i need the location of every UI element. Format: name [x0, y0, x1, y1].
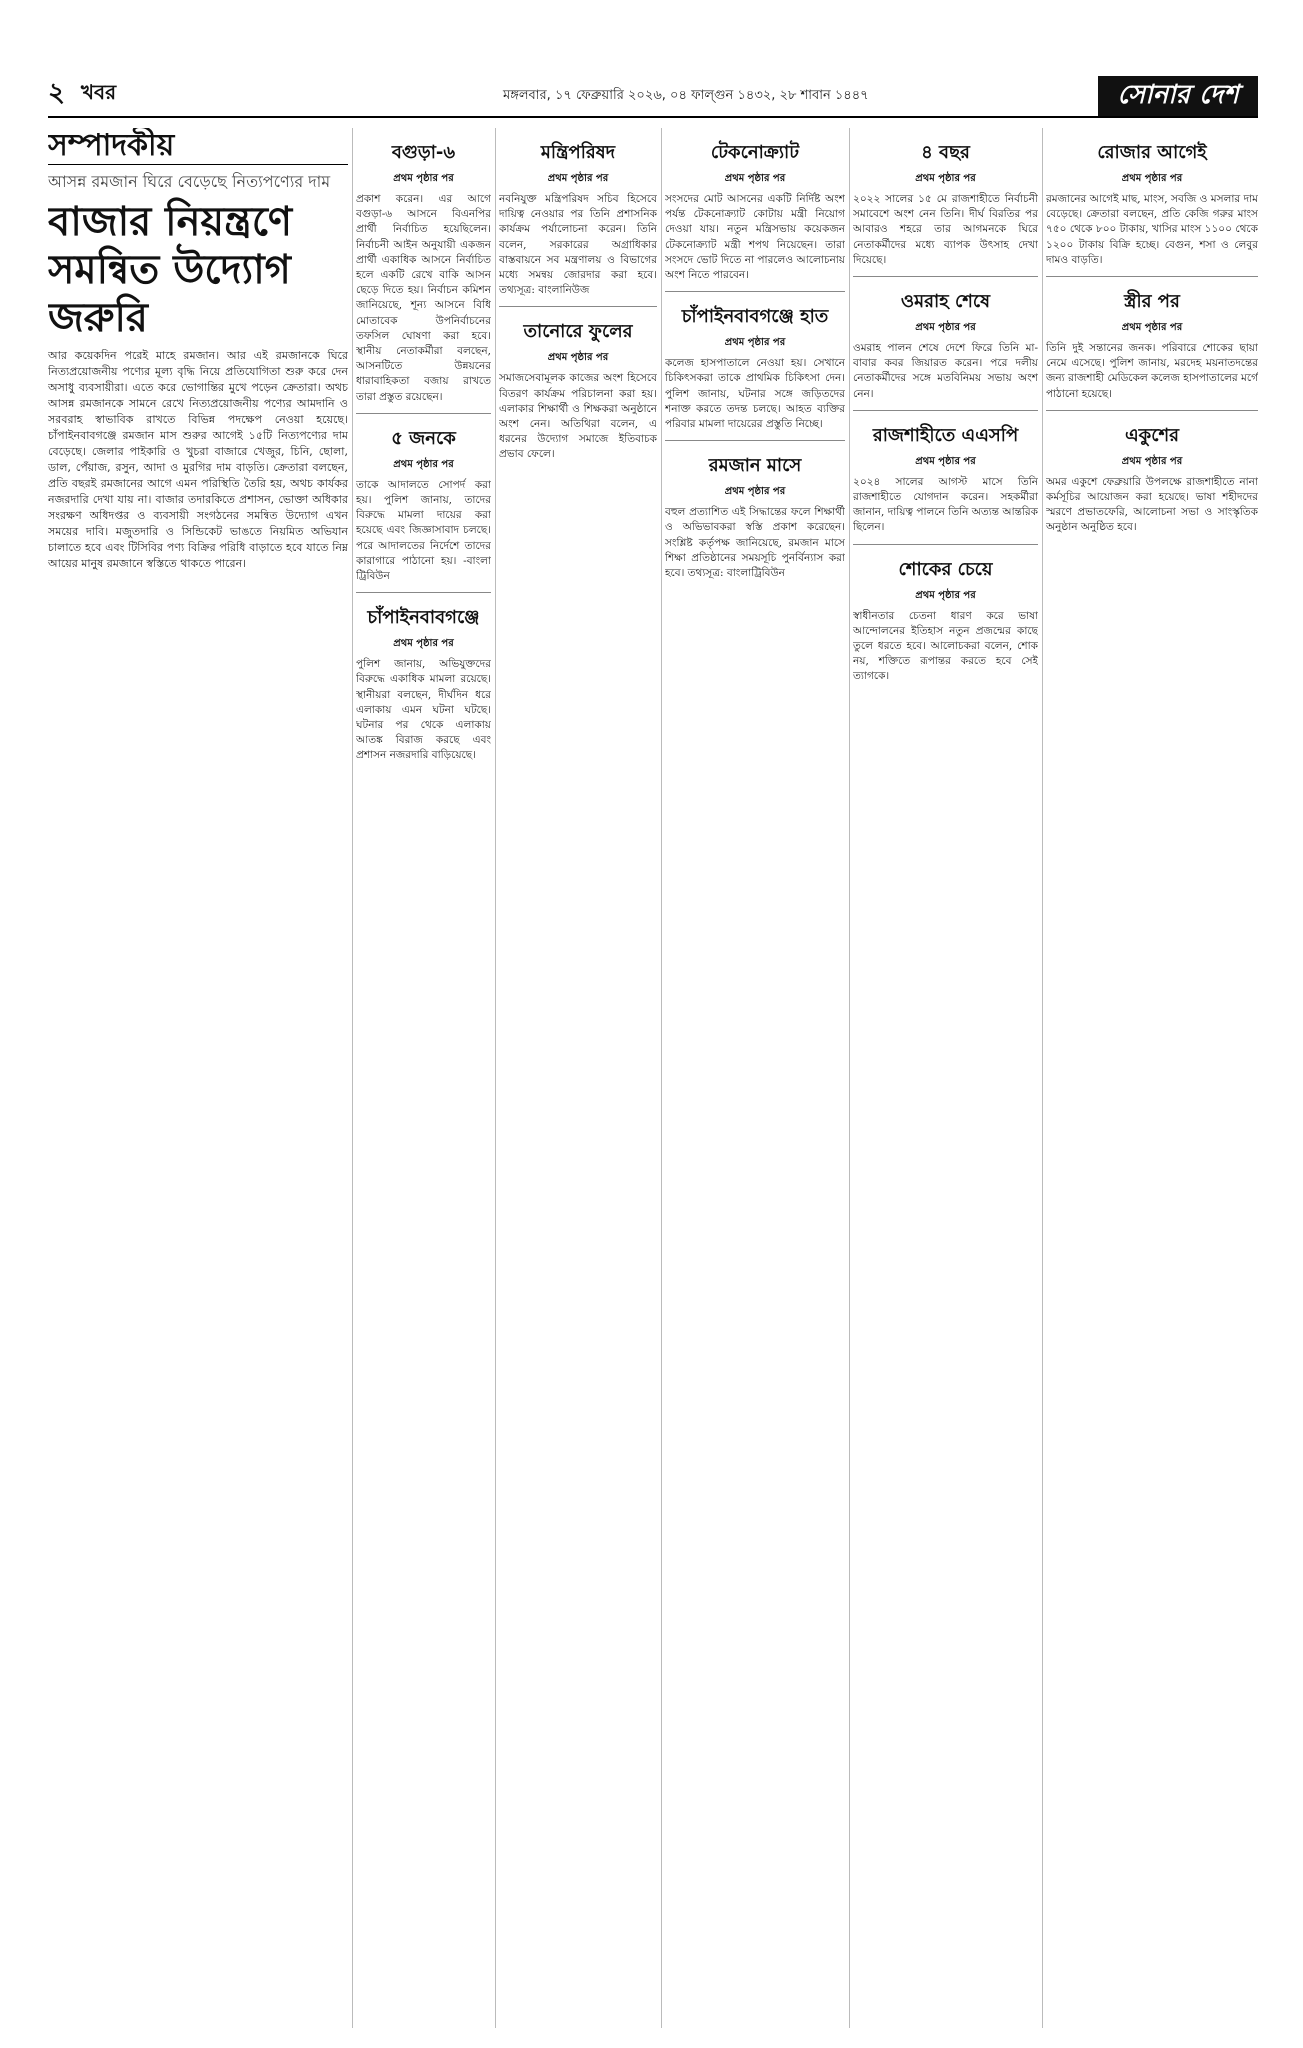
article-kicker: ওমরাহ শেষে — [900, 291, 991, 313]
article-body: নবনিযুক্ত মন্ত্রিপরিষদ সচিব হিসেবে দায়িত্ব নেওয়ার পর তিনি প্রশাসনিক কার্যক্রম পর্যালোচনা করেন। তিনি বলেন, সরকারের অগ্রাধিকার বাস্তবায়নে সব মন্ত্রণালয় ও বিভাগের মধ্যে সমন্বয় জোরদার করা হবে। তথ্যসূত্র: বাংলানিউজ — [499, 193, 657, 297]
article-kicker: ৫ জনকে — [391, 427, 456, 449]
article-kicker: শোকের চেয়ে — [898, 558, 993, 580]
article-separator — [356, 592, 491, 593]
article-kicker: বগুড়া-৬ — [391, 142, 456, 163]
editorial-label: সম্পাদকীয় — [48, 128, 175, 163]
column-rule — [495, 128, 496, 2028]
article-jump-line: প্রথম পৃষ্ঠার পর — [915, 173, 976, 184]
article-body: সংসদের মোট আসনের একটি নির্দিষ্ট অংশ পর্যন্ত টেকনোক্র্যাট কোটায় মন্ত্রী নিয়োগ দেওয়া যায়। নতুন মন্ত্রিসভায় কয়েকজন টেকনোক্র্যাট মন্ত্রী শপথ নিয়েছেন। তারা সংসদে ভোট দিতে না পারলেও আলোচনায় অংশ নিতে পারবেন। — [665, 193, 845, 282]
dateline: মঙ্গলবার, ১৭ ফেব্রুয়ারি ২০২৬, ০৪ ফাল্গুন ১৪৩২, ২৮ শাবান ১৪৪৭ — [503, 88, 869, 103]
article-body: কলেজ হাসপাতালে নেওয়া হয়। সেখানে চিকিৎসকরা তাকে প্রাথমিক চিকিৎসা দেন। পুলিশ জানায়, ঘটনার সঙ্গে জড়িতদের শনাক্ত করতে তদন্ত চলছে। আহত ব্যক্তির পরিবার মামলা দায়েরের প্রস্তুতি নিচ্ছে। — [665, 357, 845, 431]
article-kicker: চাঁপাইনবাবগঞ্জে হাত — [681, 306, 829, 328]
section-name: খবর — [80, 79, 117, 104]
article-jump-line: প্রথম পৃষ্ঠার পর — [724, 337, 786, 349]
article-kicker: রাজশাহীতে এএসপি — [872, 424, 1019, 446]
page-number: ২ — [48, 78, 65, 108]
article-jump-line: প্রথম পৃষ্ঠার পর — [393, 458, 454, 470]
article-kicker: রোজার আগেই — [1097, 142, 1207, 163]
article-kicker: রমজান মাসে — [708, 455, 802, 477]
article-body: পুলিশ জানায়, অভিযুক্তদের বিরুদ্ধে একাধিক মামলা রয়েছে। স্থানীয়রা বলছেন, দীর্ঘদিন ধরে এলাকায় এমন ঘটনা ঘটছে। ঘটনার পর থেকে এলাকায় আতঙ্ক বিরাজ করছে এবং প্রশাসন নজরদারি বাড়িয়েছে। — [356, 658, 491, 762]
column-rule — [661, 128, 662, 2028]
article-kicker: মন্ত্রিপরিষদ — [540, 142, 616, 163]
page-header — [48, 76, 1258, 118]
article-kicker: তানোরে ফুলের — [523, 321, 633, 343]
news-column — [499, 128, 657, 2028]
article-body: ওমরাহ পালন শেষে দেশে ফিরে তিনি মা-বাবার কবর জিয়ারত করেন। পরে দলীয় নেতাকর্মীদের সঙ্গে মতবিনিময় সভায় অংশ নেন। — [853, 342, 1038, 400]
article-separator — [356, 413, 491, 414]
news-column — [1046, 128, 1258, 2028]
article-body: ২০২৪ সালের আগস্ট মাসে তিনি রাজশাহীতে যোগদান করেন। সহকর্মীরা জানান, দায়িত্ব পালনে তিনি অত্যন্ত আন্তরিক ছিলেন। — [853, 475, 1038, 534]
article-body: বহুল প্রত্যাশিত এই সিদ্ধান্তের ফলে শিক্ষার্থী ও অভিভাবকরা স্বস্তি প্রকাশ করেছেন। সংশ্লিষ্ট কর্তৃপক্ষ জানিয়েছে, রমজান মাসে শিক্ষা প্রতিষ্ঠানের সময়সূচি পুনর্বিন্যাস করা হবে। তথ্যসূত্র: বাংলাট্রিবিউন — [665, 506, 845, 580]
page-number-block — [48, 80, 116, 108]
news-column — [356, 128, 491, 2028]
article-jump-line: প্রথম পৃষ্ঠার পর — [724, 486, 786, 498]
editorial-body: আর কয়েকদিন পরেই মাহে রমজান। আর এই রমজানকে ঘিরে নিত্যপ্রয়োজনীয় পণ্যের মূল্য বৃদ্ধি নিয়ে প্রতিযোগিতা শুরু করে দেন অসাধু ব্যবসায়ীরা। এতে করে ভোগান্তির মুখে পড়েন ক্রেতারা। অথচ আসন্ন রমজানকে সামনে রেখে নিত্যপ্রয়োজনীয় পণ্যের আমদানি ও সরবরাহ স্বাভাবিক রাখতে বিভিন্ন পদক্ষেপ নেওয়া হয়েছে। চাঁপাইনবাবগঞ্জে রমজান মাস শুরুর আগেই ১৫টি নিত্যপণ্যের দাম বেড়েছে। জেলার পাইকারি ও খুচরা বাজারে খেজুর, চিনি, ছোলা, ডাল, পেঁয়াজ, রসুন, আদা ও মুরগির দাম বাড়তি। ক্রেতারা বলছেন, প্রতি বছরই রমজানের আগে এমন পরিস্থিতি তৈরি হয়, অথচ কার্যকর নজরদারি দেখা যায় না। বাজার তদারকিতে প্রশাসন, ভোক্তা অধিকার সংরক্ষণ অধিদপ্তর ও ব্যবসায়ী সংগঠনের সমন্বিত উদ্যোগ এখন সময়ের দাবি। মজুতদারি ও সিন্ডিকেট ভাঙতে নিয়মিত অভিযান চালাতে হবে এবং টিসিবির পণ্য বিক্রির পরিধি বাড়াতে হবে যাতে নিম্ন আয়ের মানুষ রমজানে স্বস্তিতে থাকতে পারেন। — [48, 349, 348, 570]
news-column — [665, 128, 845, 2028]
article-kicker: ৪ বছর — [921, 142, 970, 163]
article-jump-line: প্রথম পৃষ্ঠার পর — [724, 173, 786, 184]
column-rule — [1042, 128, 1043, 2028]
article-body: ২০২২ সালের ১৫ মে রাজশাহীতে নির্বাচনী সমাবেশে অংশ নেন তিনি। দীর্ঘ বিরতির পর আবারও শহরে তার আগমনকে ঘিরে নেতাকর্মীদের মধ্যে ব্যাপক উৎসাহ দেখা দিয়েছে। — [853, 193, 1038, 266]
article-jump-line: প্রথম পৃষ্ঠার পর — [915, 322, 976, 334]
editorial-column — [48, 128, 348, 1568]
article-jump-line: প্রথম পৃষ্ঠার পর — [915, 589, 976, 601]
article-separator — [853, 276, 1038, 277]
article-separator — [853, 410, 1038, 411]
article-body: স্বাধীনতার চেতনা ধারণ করে ভাষা আন্দোলনের ইতিহাস নতুন প্রজন্মের কাছে তুলে ধরতে হবে। আলোচকরা বলেন, শোক নয়, শক্তিতে রূপান্তর করতে হবে সেই ত্যাগকে। — [853, 609, 1038, 683]
article-jump-line: প্রথম পৃষ্ঠার পর — [1121, 455, 1183, 467]
article-jump-line: প্রথম পৃষ্ঠার পর — [547, 173, 609, 184]
column-rule — [849, 128, 850, 2028]
article-jump-line: প্রথম পৃষ্ঠার পর — [547, 352, 609, 364]
article-body: রমজানের আগেই মাছ, মাংস, সবজি ও মসলার দাম বেড়েছে। ক্রেতারা বলছেন, প্রতি কেজি গরুর মাংস ৭৫০ থেকে ৮০০ টাকায়, খাসির মাংস ১১০০ থেকে ১২০০ টাকায় বিক্রি হচ্ছে। বেগুন, শসা ও লেবুর দামও বাড়তি। — [1046, 193, 1258, 266]
editorial-headline: বাজার নিয়ন্ত্রণে সমন্বিত উদ্যোগ জরুরি — [48, 199, 293, 341]
editorial-header — [48, 128, 348, 165]
news-column — [853, 128, 1038, 2028]
article-jump-line: প্রথম পৃষ্ঠার পর — [393, 173, 454, 184]
article-jump-line: প্রথম পৃষ্ঠার পর — [393, 638, 454, 650]
article-body: তিনি দুই সন্তানের জনক। পরিবারে শোকের ছায়া নেমে এসেছে। পুলিশ জানায়, মরদেহ ময়নাতদন্তের জন্য রাজশাহী মেডিকেল কলেজ হাসপাতালের মর্গে পাঠানো হয়েছে। — [1046, 342, 1258, 400]
article-body: অমর একুশে ফেব্রুয়ারি উপলক্ষে রাজশাহীতে নানা কর্মসূচির আয়োজন করা হয়েছে। ভাষা শহীদদের স্মরণে প্রভাতফেরি, আলোচনা সভা ও সাংস্কৃতিক অনুষ্ঠান অনুষ্ঠিত হবে। — [1046, 475, 1258, 534]
article-jump-line: প্রথম পৃষ্ঠার পর — [1121, 322, 1183, 334]
article-separator — [499, 306, 657, 307]
article-separator — [853, 544, 1038, 545]
article-separator — [665, 291, 845, 292]
article-body: সমাজসেবামূলক কাজের অংশ হিসেবে বিতরণ কার্যক্রম পরিচালনা করা হয়। এলাকার শিক্ষার্থী ও শিক্ষকরা অনুষ্ঠানে অংশ নেন। অতিথিরা বলেন, এ ধরনের উদ্যোগ সমাজে ইতিবাচক প্রভাব ফেলে। — [499, 372, 657, 461]
brand-logo: সোনার দেশ — [1098, 76, 1258, 116]
article-body: প্রকাশ করেন। এর আগে বগুড়া-৬ আসনে বিএনপির প্রার্থী নির্বাচিত হয়েছিলেন। নির্বাচনী আইন অনুযায়ী একজন প্রার্থী একাধিক আসনে নির্বাচিত হলে একটি রেখে বাকি আসন ছেড়ে দিতে হয়। নির্বাচন কমিশন জানিয়েছে, শূন্য আসনে বিধি মোতাবেক উপনির্বাচনের তফসিল ঘোষণা করা হবে। স্থানীয় নেতাকর্মীরা বলছেন, আসনটিতে উন্নয়নের ধারাবাহিকতা বজায় রাখতে তারা প্রস্তুত রয়েছেন। — [356, 193, 491, 403]
article-kicker: চাঁপাইনবাবগঞ্জে — [367, 607, 480, 629]
article-separator — [1046, 276, 1258, 277]
article-jump-line: প্রথম পৃষ্ঠার পর — [915, 455, 976, 467]
column-rule — [352, 128, 353, 2028]
article-separator — [665, 440, 845, 441]
article-separator — [1046, 410, 1258, 411]
editorial-subtitle: আসন্ন রমজান ঘিরে বেড়েছে নিত্যপণ্যের দাম — [48, 172, 331, 191]
article-kicker: টেকনোক্র্যাট — [710, 142, 800, 163]
article-kicker: স্ত্রীর পর — [1124, 291, 1180, 313]
article-jump-line: প্রথম পৃষ্ঠার পর — [1121, 173, 1183, 184]
article-kicker: একুশের — [1124, 424, 1180, 446]
article-body: তাকে আদালতে সোপর্দ করা হয়। পুলিশ জানায়, তাদের বিরুদ্ধে মামলা দায়ের করা হয়েছে এবং জিজ্ঞাসাবাদ চলছে। পরে আদালতের নির্দেশে তাদের কারাগারে পাঠানো হয়। -বাংলা ট্রিবিউন — [356, 478, 491, 583]
